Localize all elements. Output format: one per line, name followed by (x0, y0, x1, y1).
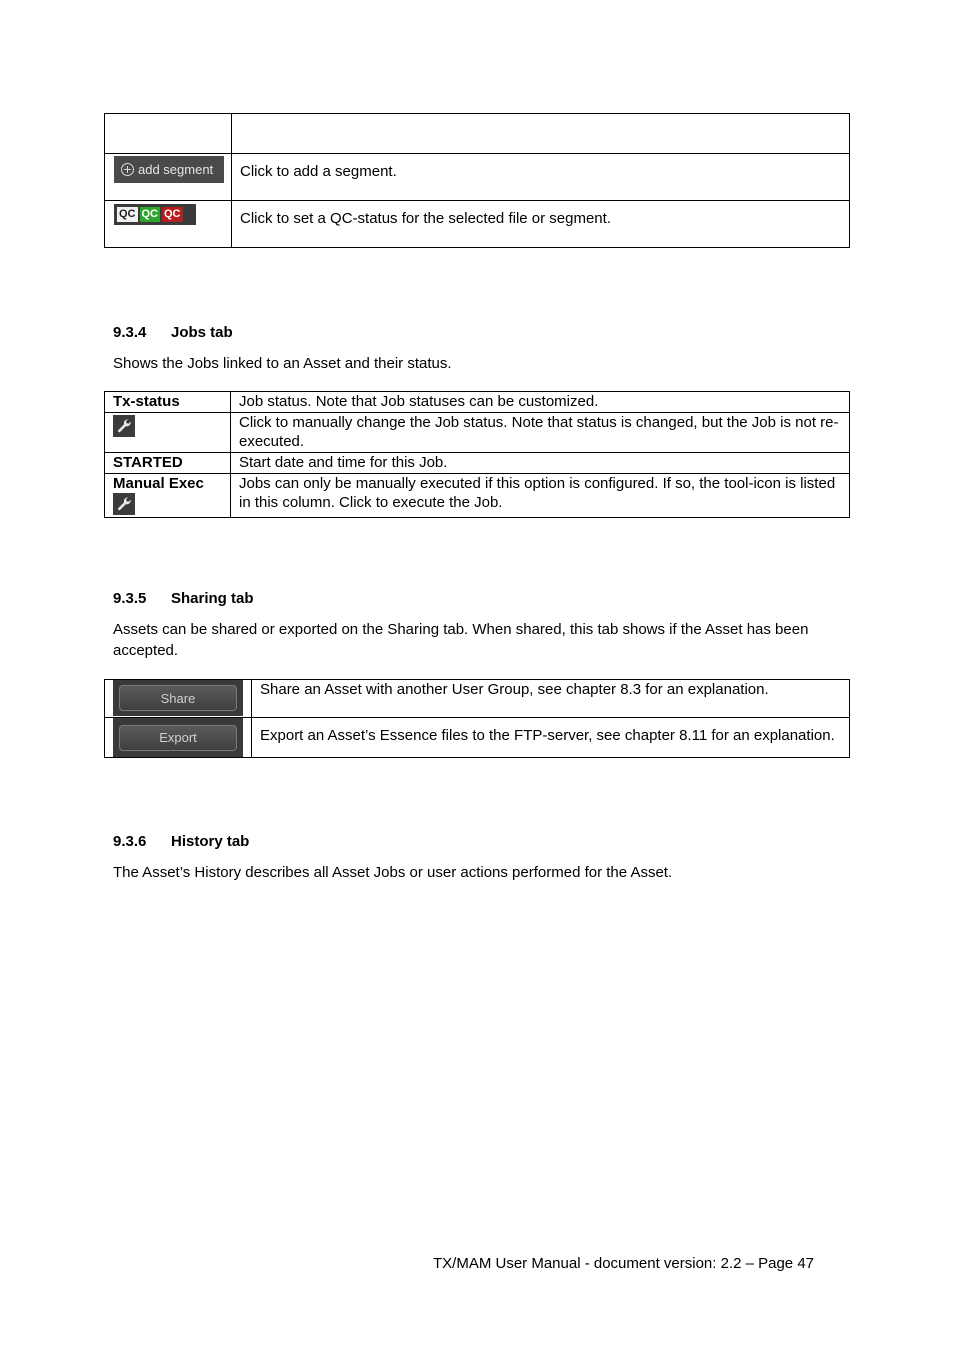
row-label: Manual Exec (113, 475, 204, 492)
wrench-icon[interactable] (113, 493, 135, 515)
section-title: Jobs tab (171, 324, 233, 341)
share-button[interactable]: Share (119, 685, 237, 711)
section-heading-jobs (113, 324, 233, 341)
row-label: STARTED (105, 453, 231, 474)
qc-status-none-button[interactable]: QC (119, 208, 136, 220)
table-header-row (105, 114, 850, 154)
table-row (105, 680, 850, 718)
section-number: 9.3.6 (113, 833, 147, 850)
add-segment-button[interactable] (114, 156, 224, 183)
section-number: 9.3.5 (113, 590, 147, 607)
add-segment-description: Click to add a segment. (232, 154, 850, 201)
table-row (105, 154, 850, 201)
section-title: Sharing tab (171, 590, 254, 607)
jobs-intro: Shows the Jobs linked to an Asset and their status. (113, 355, 452, 372)
row-description: Job status. Note that Job statuses can be customized. (231, 392, 850, 413)
qc-status-fail-button[interactable]: QC (164, 208, 181, 220)
row-label: Tx-status (105, 392, 231, 413)
row-description: Start date and time for this Job. (231, 453, 850, 474)
export-button[interactable]: Export (119, 725, 237, 751)
table-row (105, 474, 850, 518)
qc-status-buttons (114, 204, 196, 225)
add-segment-label: add segment (138, 162, 214, 177)
history-intro: The Asset’s History describes all Asset Jobs or user actions performed for the Asset. (113, 864, 673, 881)
sharing-intro: Assets can be shared or exported on the Sharing tab. When shared, this tab shows if the Asset has been accepted. (113, 621, 809, 659)
row-description: Jobs can only be manually executed if this option is configured. If so, the tool-icon is listed in this column. Click to execute the Job. (231, 474, 850, 518)
section-heading-history (113, 833, 249, 850)
table-row (105, 718, 850, 758)
table-row (105, 392, 850, 413)
table-row (105, 413, 850, 453)
qc-status-pass-button[interactable]: QC (141, 208, 158, 220)
jobs-table (104, 391, 850, 518)
section-number: 9.3.4 (113, 324, 147, 341)
table-row (105, 201, 850, 248)
section-heading-sharing (113, 590, 254, 607)
plus-circle-icon (121, 163, 134, 176)
toolbar-icons-table (104, 113, 850, 248)
row-description: Export an Asset’s Essence files to the FTP-server, see chapter 8.11 for an explanation. (252, 718, 850, 758)
qc-status-description: Click to set a QC-status for the selected file or segment. (232, 201, 850, 248)
page-footer: TX/MAM User Manual - document version: 2.2 – Page 47 (433, 1255, 815, 1272)
wrench-icon[interactable] (113, 415, 135, 437)
row-description: Click to manually change the Job status. Note that status is changed, but the Job is not re-executed. (231, 413, 850, 453)
table-row (105, 453, 850, 474)
sharing-table (104, 679, 850, 758)
section-title: History tab (171, 833, 250, 850)
row-description: Share an Asset with another User Group, see chapter 8.3 for an explanation. (252, 680, 850, 718)
